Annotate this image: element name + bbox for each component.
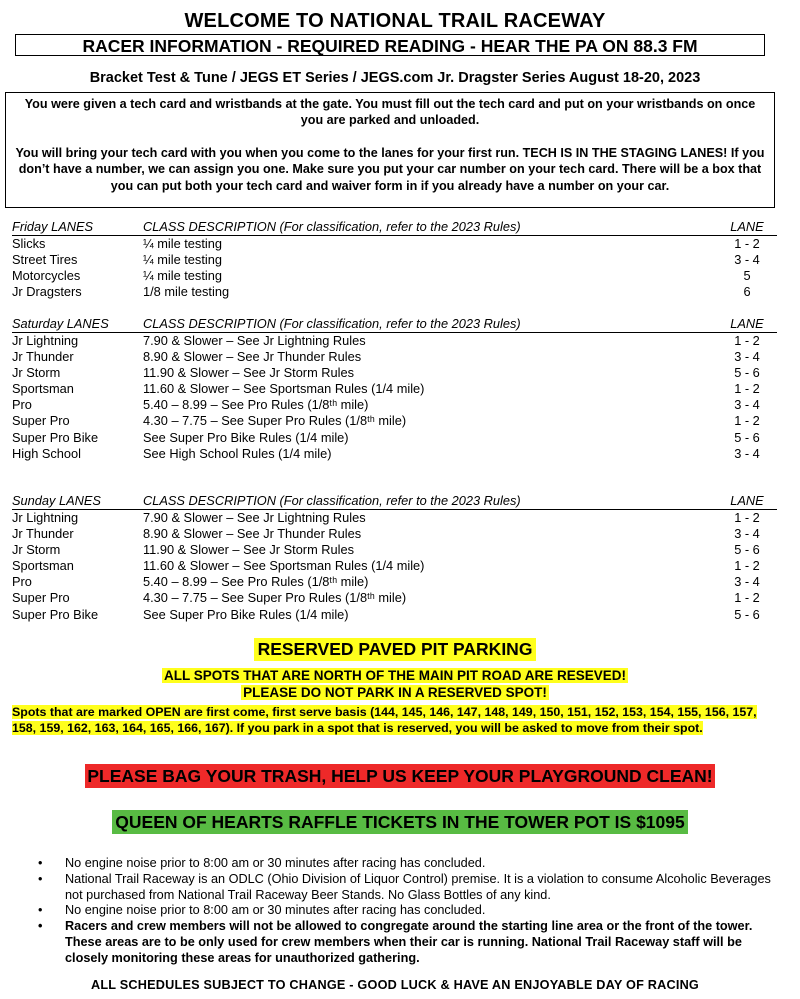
page-title: WELCOME TO NATIONAL TRAIL RACEWAY <box>184 10 606 32</box>
row-lane: 3 - 4 <box>734 349 760 365</box>
row-lane: 3 - 4 <box>734 526 760 542</box>
sunday-schedule <box>12 493 777 623</box>
schedule-row <box>12 607 777 623</box>
tech-info-box <box>5 92 775 208</box>
row-description: See Super Pro Bike Rules (1/4 mile) <box>143 606 349 622</box>
row-class: Jr Storm <box>12 365 61 381</box>
row-class: Super Pro <box>12 590 70 606</box>
rule-text: No engine noise prior to 8:00 am or 30 minutes after racing has concluded. <box>65 856 486 870</box>
rule-item <box>38 856 778 872</box>
row-class: Street Tires <box>12 252 78 268</box>
row-class: Jr Storm <box>12 542 61 558</box>
saturday-header <box>12 316 777 333</box>
row-class: Super Pro <box>12 413 70 429</box>
schedule-row <box>12 558 777 574</box>
schedule-row <box>12 397 777 413</box>
row-description: 11.90 & Slower – See Jr Storm Rules <box>143 542 355 558</box>
row-description: 1/8 mile testing <box>143 284 230 300</box>
row-description: 4.30 – 7.75 – See Super Pro Rules (1/8ᵗʰ mile) <box>143 413 407 429</box>
row-description: ¼ mile testing <box>143 252 222 268</box>
reserved-parking-heading <box>0 638 790 661</box>
saturday-header-lane: LANE <box>730 316 764 331</box>
row-lane: 5 - 6 <box>734 429 760 445</box>
friday-header-lane: LANE <box>730 219 764 234</box>
saturday-header-class: CLASS DESCRIPTION (For classification, refer to the 2023 Rules) <box>143 316 521 331</box>
tech-info-para-1: You were given a tech card and wristbands at the gate. You must fill out the tech card and put on your wristbands on once you are parked and unloaded. <box>24 97 756 128</box>
row-class: Pro <box>12 397 32 413</box>
row-class: Jr Thunder <box>12 349 74 365</box>
bullet-icon: • <box>38 919 43 934</box>
bullet-icon: • <box>38 871 43 886</box>
row-description: 7.90 & Slower – See Jr Lightning Rules <box>143 510 366 525</box>
row-description: 5.40 – 8.99 – See Pro Rules (1/8ᵗʰ mile) <box>143 397 369 413</box>
row-description: See Super Pro Bike Rules (1/4 mile) <box>143 429 349 445</box>
schedule-row <box>12 590 777 606</box>
row-class: Pro <box>12 574 32 590</box>
sunday-header-day: Sunday LANES <box>12 493 101 508</box>
rule-item <box>38 903 778 919</box>
row-class: Motorcycles <box>12 268 81 284</box>
row-description: See High School Rules (1/4 mile) <box>143 445 332 461</box>
schedule-row <box>12 430 777 446</box>
rule-text: National Trail Raceway is an ODLC (Ohio Division of Liquor Control) premise. It is a violation to consume Alcoholic Beverages not purchased from National Trail Raceway Beer Stands. No Glass Bottles of any kind. <box>65 871 771 902</box>
schedule-row <box>12 526 777 542</box>
row-lane: 1 - 2 <box>734 558 760 574</box>
row-lane: 1 - 2 <box>734 236 760 251</box>
rule-item <box>38 872 778 904</box>
row-description: 11.90 & Slower – See Jr Storm Rules <box>143 365 355 381</box>
row-description: ¼ mile testing <box>143 236 222 251</box>
saturday-header-day: Saturday LANES <box>12 316 109 331</box>
row-lane: 3 - 4 <box>734 252 760 268</box>
subtitle-box: RACER INFORMATION - REQUIRED READING - HEAR THE PA ON 88.3 FM <box>15 34 765 56</box>
schedule-row <box>12 542 777 558</box>
sunday-header-lane: LANE <box>730 493 764 508</box>
schedule-row <box>12 236 777 252</box>
reserved-parking-title: RESERVED PAVED PIT PARKING <box>254 638 537 661</box>
open-spots-notice <box>12 704 772 736</box>
bullet-icon: • <box>38 856 43 870</box>
friday-header <box>12 219 777 236</box>
row-class: Jr Lightning <box>12 333 79 348</box>
row-description: 11.60 & Slower – See Sportsman Rules (1/4 mile) <box>143 558 425 574</box>
rule-text: Racers and crew members will not be allowed to congregate around the starting line area or the front of the tower. These areas are to be only used for crew members when their car is running. National Trail Raceway staff will be closely monitoring these areas for unauthorized gathering. <box>65 919 753 965</box>
trash-banner <box>0 766 800 787</box>
row-lane: 1 - 2 <box>734 413 760 429</box>
row-class: Slicks <box>12 236 46 251</box>
row-lane: 5 <box>743 268 751 284</box>
friday-schedule <box>12 219 777 300</box>
schedule-row <box>12 510 777 526</box>
row-description: 11.60 & Slower – See Sportsman Rules (1/4 mile) <box>143 381 425 397</box>
schedule-row <box>12 284 777 300</box>
rule-text: No engine noise prior to 8:00 am or 30 minutes after racing has concluded. <box>65 903 486 918</box>
schedule-row <box>12 413 777 429</box>
schedule-row <box>12 268 777 284</box>
row-class: Sportsman <box>12 381 74 397</box>
raffle-banner <box>0 812 800 833</box>
reserved-notice-line-1: ALL SPOTS THAT ARE NORTH OF THE MAIN PIT ROAD ARE RESEVED! <box>163 668 626 683</box>
row-class: Super Pro Bike <box>12 606 99 622</box>
row-lane: 3 - 4 <box>734 445 760 461</box>
event-line: Bracket Test & Tune / JEGS ET Series / JEGS.com Jr. Dragster Series August 18-20, 2023 <box>89 70 701 86</box>
row-class: High School <box>12 445 82 461</box>
friday-header-day: Friday LANES <box>12 219 94 234</box>
rule-item <box>38 919 778 966</box>
sunday-header <box>12 493 777 510</box>
row-lane: 5 - 6 <box>734 606 760 622</box>
footer-note: ALL SCHEDULES SUBJECT TO CHANGE - GOOD LUCK & HAVE AN ENJOYABLE DAY OF RACING <box>90 978 699 992</box>
row-lane: 6 <box>743 284 751 300</box>
row-lane: 1 - 2 <box>734 510 760 525</box>
row-class: Jr Thunder <box>12 526 74 542</box>
raffle-banner-text: QUEEN OF HEARTS RAFFLE TICKETS IN THE TOWER POT IS $1095 <box>112 810 687 834</box>
friday-header-class: CLASS DESCRIPTION (For classification, refer to the 2023 Rules) <box>143 219 521 234</box>
reserved-notice <box>0 667 790 701</box>
sunday-header-class: CLASS DESCRIPTION (For classification, refer to the 2023 Rules) <box>143 493 521 508</box>
bullet-icon: • <box>38 903 43 918</box>
row-class: Jr Lightning <box>12 510 79 525</box>
row-lane: 3 - 4 <box>734 397 760 413</box>
row-class: Sportsman <box>12 558 74 574</box>
trash-banner-text: PLEASE BAG YOUR TRASH, HELP US KEEP YOUR PLAYGROUND CLEAN! <box>87 766 713 786</box>
row-description: 8.90 & Slower – See Jr Thunder Rules <box>143 526 362 542</box>
rules-list <box>38 856 778 967</box>
row-lane: 3 - 4 <box>734 574 760 590</box>
schedule-row <box>12 365 777 381</box>
row-class: Super Pro Bike <box>12 429 99 445</box>
schedule-row <box>12 381 777 397</box>
row-lane: 1 - 2 <box>734 590 760 606</box>
row-description: 5.40 – 8.99 – See Pro Rules (1/8ᵗʰ mile) <box>143 574 369 590</box>
tech-info-para-2: You will bring your tech card with you when you come to the lanes for your first run. TECH IS IN THE STAGING LANES! If you don’t have a number, we can assign you one. Make sure you put your car number on your tech card. There will be a box that you can put both your tech card and waiver form in if you already have a number on your car. <box>15 145 765 193</box>
saturday-schedule <box>12 316 777 462</box>
schedule-row <box>12 574 777 590</box>
schedule-row <box>12 333 777 349</box>
open-spots-text: Spots that are marked OPEN are first come, first serve basis (144, 145, 146, 147, 148, 149, 150, 151, 152, 153, 154, 155, 156, 157, 158, 159, 162, 163, 164, 165, 166, 167). If you park in a spot that is reserved, you will be asked to move from their spot. <box>12 705 757 736</box>
row-lane: 5 - 6 <box>734 365 760 381</box>
row-lane: 1 - 2 <box>734 381 760 397</box>
row-description: 4.30 – 7.75 – See Super Pro Rules (1/8ᵗʰ mile) <box>143 590 407 606</box>
row-class: Jr Dragsters <box>12 284 82 300</box>
schedule-row <box>12 446 777 462</box>
schedule-row <box>12 252 777 268</box>
row-lane: 1 - 2 <box>734 333 760 348</box>
schedule-row <box>12 349 777 365</box>
row-description: 7.90 & Slower – See Jr Lightning Rules <box>143 333 366 348</box>
row-lane: 5 - 6 <box>734 542 760 558</box>
row-description: ¼ mile testing <box>143 268 222 284</box>
reserved-notice-line-2: PLEASE DO NOT PARK IN A RESERVED SPOT! <box>243 685 547 700</box>
row-description: 8.90 & Slower – See Jr Thunder Rules <box>143 349 362 365</box>
